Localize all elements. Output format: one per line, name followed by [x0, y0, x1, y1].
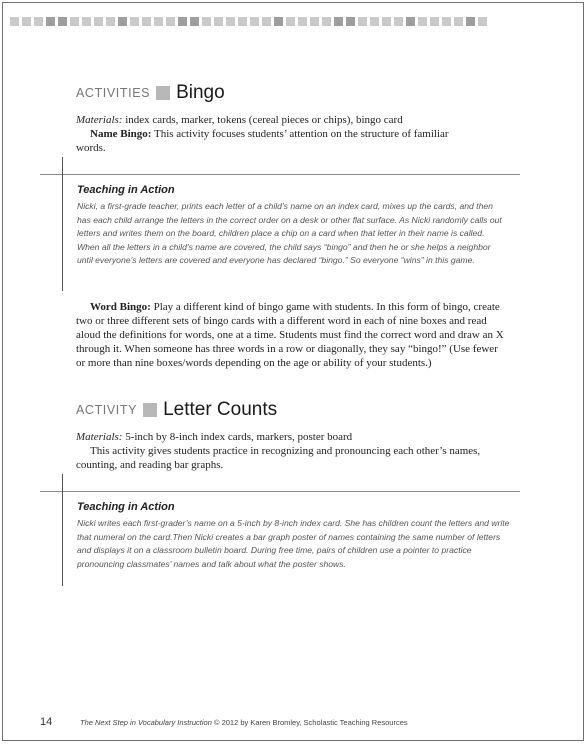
- decorative-square: [346, 17, 355, 26]
- decorative-square: [142, 17, 151, 26]
- decorative-square: [202, 17, 211, 26]
- decorative-square: [406, 17, 415, 26]
- decorative-square: [394, 17, 403, 26]
- decorative-square: [286, 17, 295, 26]
- decorative-square: [70, 17, 79, 26]
- name-bingo-paragraph: [76, 127, 476, 155]
- decorative-square: [382, 17, 391, 26]
- decorative-square: [178, 17, 187, 26]
- decorative-square: [430, 17, 439, 26]
- bingo-intro: [76, 113, 476, 155]
- decorative-square: [466, 17, 475, 26]
- decorative-square: [322, 17, 331, 26]
- decorative-square: [370, 17, 379, 26]
- decorative-square: [274, 17, 283, 26]
- decorative-square: [166, 17, 175, 26]
- tia-body: Nicki writes each first-grader’s name on a 5-inch by 8-inch index card. She has children count the letters and write that numeral on the card.Then Nicki creates a bar graph poster of names containing the same number of letters and displays it on a classroom bulletin board. During free time, pairs of children use a pointer to practice pronouncing classmates’ names and talk about what the poster shows.: [77, 518, 510, 569]
- decorative-square: [442, 17, 451, 26]
- word-bingo-paragraph: [76, 300, 508, 370]
- decorative-square: [334, 17, 343, 26]
- decorative-square: [214, 17, 223, 26]
- decorative-square: [250, 17, 259, 26]
- decorative-square: [58, 17, 67, 26]
- decorative-square: [358, 17, 367, 26]
- decorative-square: [10, 17, 19, 26]
- tia-body: Nicki, a first-grade teacher, prints each letter of a child’s name on an index card, mixes up the cards, and then has each child arrange the letters in the correct order on a desk or other flat surface. As Nicki randomly calls out letters and writes them on the board, children place a chip on a card when that letter in their name is called. When all the letters in a child’s name are covered, the child says “bingo” and then he or she helps a neighbor until everyone’s letters are covered and everyone has declared “bingo.” So everyone “wins” in this game.: [77, 201, 502, 266]
- decorative-square: [94, 17, 103, 26]
- decorative-square: [154, 17, 163, 26]
- decorative-square: [34, 17, 43, 26]
- letter-counts-kicker: ACTIVITY: [76, 403, 138, 417]
- decorative-square: [106, 17, 115, 26]
- letter-counts-teaching-in-action: [62, 474, 522, 586]
- materials-label: Materials:: [76, 114, 123, 126]
- letter-counts-intro: [76, 430, 494, 472]
- letter-counts-heading: [76, 399, 277, 421]
- footer-book-title: The Next Step in Vocabulary Instruction: [80, 718, 212, 727]
- decorative-square: [46, 17, 55, 26]
- decorative-square: [226, 17, 235, 26]
- decorative-square-row: [10, 17, 487, 26]
- bingo-teaching-in-action: [62, 157, 522, 291]
- decorative-square: [478, 17, 487, 26]
- bingo-heading: [76, 82, 225, 104]
- word-bingo-label: Word Bingo:: [90, 301, 151, 313]
- tia-heading: Teaching in Action: [77, 501, 175, 513]
- word-bingo-block: [76, 300, 508, 370]
- footer-credit: [80, 718, 408, 727]
- page-number: 14: [40, 716, 53, 728]
- bingo-title: Bingo: [176, 82, 225, 103]
- name-bingo-text: This activity focuses students’ attention on the structure of familiar words.: [76, 128, 449, 154]
- page-footer: [40, 716, 408, 728]
- heading-square-icon: [156, 86, 170, 100]
- heading-square-icon: [143, 403, 157, 417]
- tia-heading: Teaching in Action: [77, 184, 175, 196]
- materials-text: index cards, marker, tokens (cereal pieces or chips), bingo card: [122, 114, 403, 126]
- decorative-square: [454, 17, 463, 26]
- name-bingo-label: Name Bingo:: [90, 128, 152, 140]
- decorative-square: [130, 17, 139, 26]
- decorative-square: [238, 17, 247, 26]
- decorative-square: [298, 17, 307, 26]
- letter-counts-intro-text: This activity gives students practice in recognizing and pronouncing each other’s names, counting, and reading bar graphs.: [76, 445, 481, 471]
- decorative-square: [22, 17, 31, 26]
- word-bingo-text: Play a different kind of bingo game with students. In this form of bingo, create two or three different sets of bingo cards with a different word in each of nine boxes and read aloud the definitions for words, one at a time. Students must find the correct word and draw an X through it. When someone has three words in a row or diagonally, they say “bingo!” (Use fewer or more than nine boxes/words depending on the age or ability of your students.): [76, 301, 504, 369]
- decorative-square: [82, 17, 91, 26]
- letter-counts-title: Letter Counts: [163, 399, 278, 420]
- decorative-square: [310, 17, 319, 26]
- footer-copyright: © 2012 by Karen Bromley, Scholastic Teaching Resources: [211, 718, 408, 727]
- materials-text: 5-inch by 8-inch index cards, markers, poster board: [122, 431, 353, 443]
- bingo-kicker: ACTIVITIES: [76, 86, 151, 100]
- letter-counts-materials: [76, 430, 494, 444]
- decorative-square: [190, 17, 199, 26]
- materials-label: Materials:: [76, 431, 123, 443]
- decorative-square: [418, 17, 427, 26]
- decorative-square: [118, 17, 127, 26]
- bingo-materials: [76, 113, 476, 127]
- decorative-square: [262, 17, 271, 26]
